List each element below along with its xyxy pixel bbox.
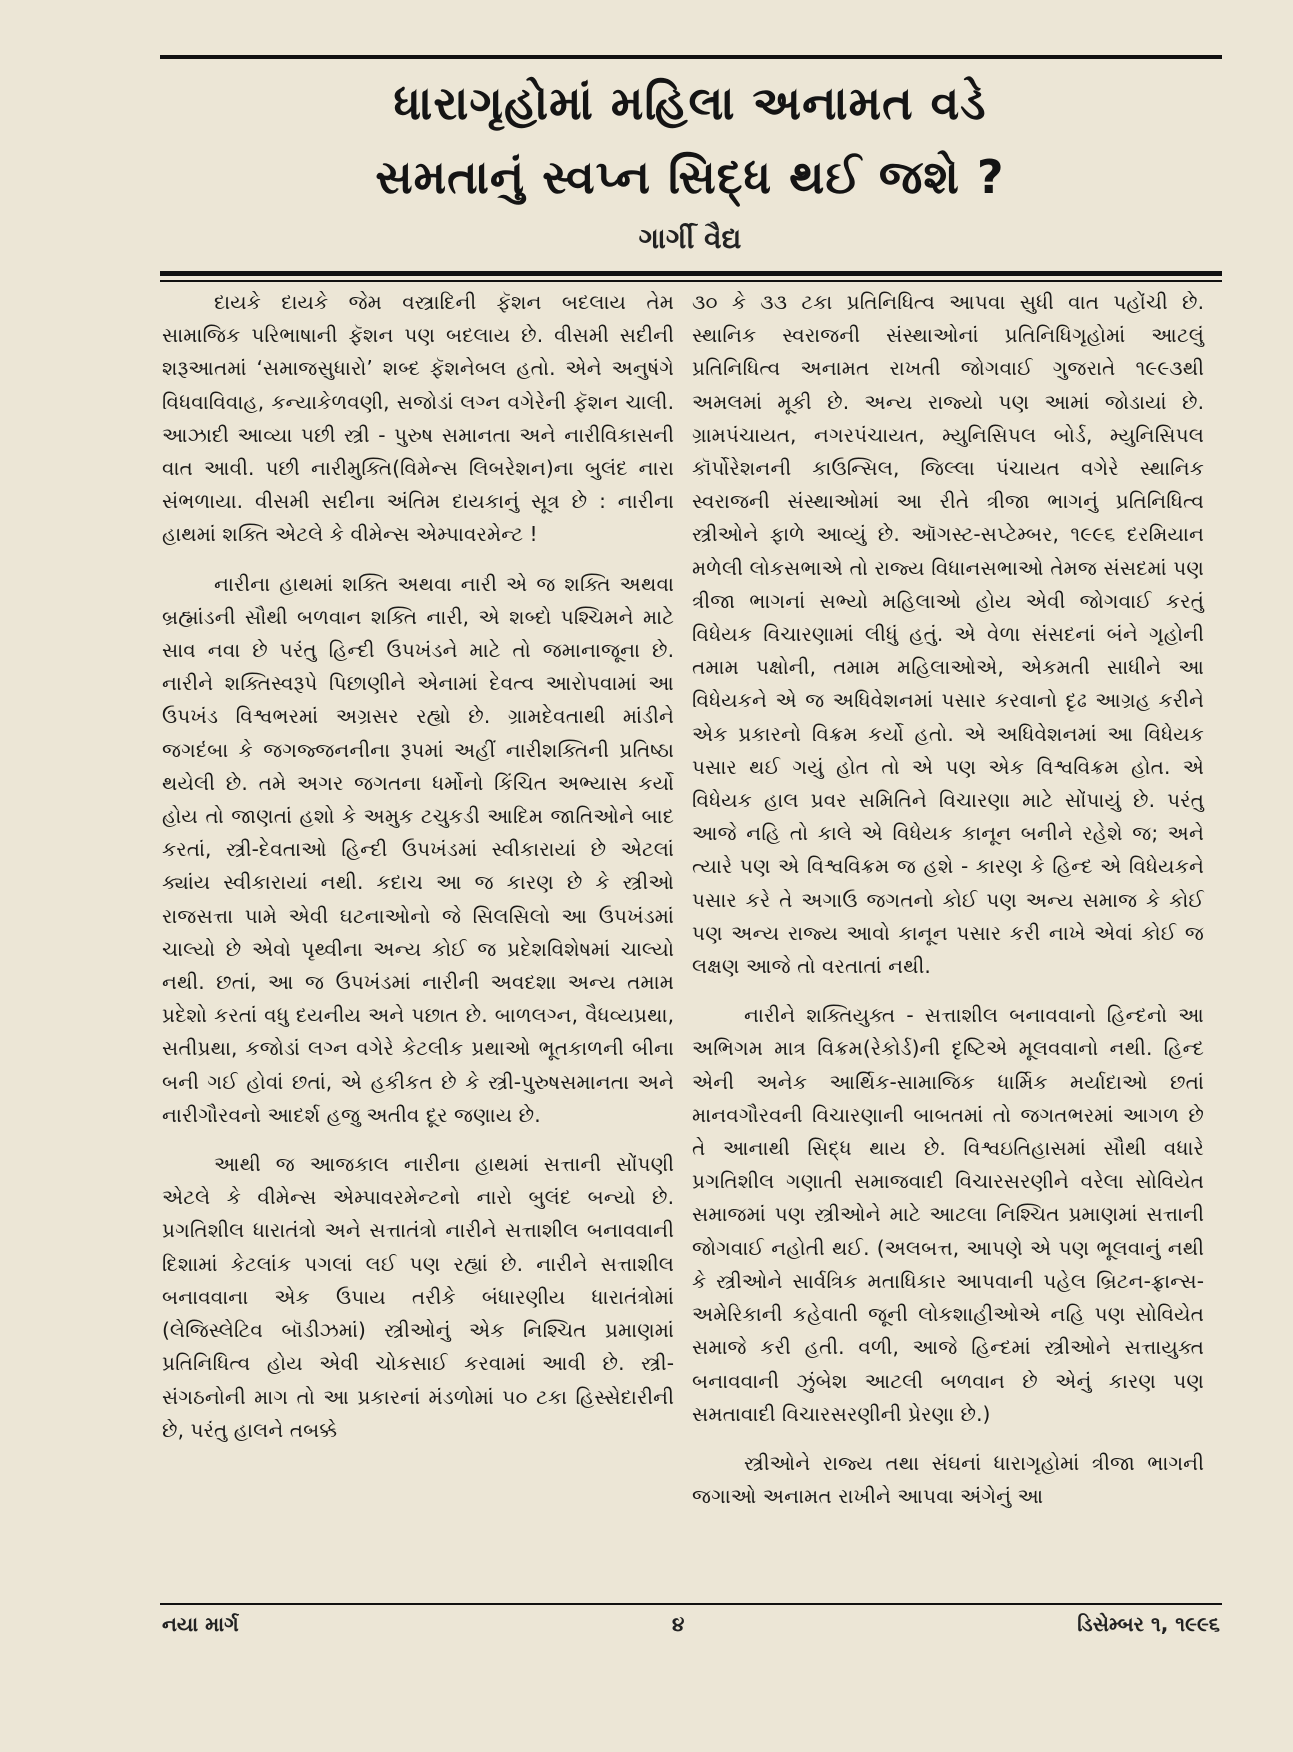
left-paragraph-2: નારીના હાથમાં શક્તિ અથવા નારી એ જ શક્તિ અથવા બ્રહ્માંડની સૌથી બળવાન શક્તિ નારી, એ શબ્દો પશ્ચિમને માટે સાવ નવા છે પરંતુ હિન્દી ઉપખંડને માટે તો જમાનાજૂના છે. નારીને શક્તિસ્વરૂપે પિછાણીને એનામાં દેવત્વ આરોપવામાં આ ઉપખંડ વિશ્વભરમાં અગ્રસર રહ્યો છે. ગ્રામદેવતાથી માંડીને જગદંબા કે જગજ્જનનીના રૂપમાં અહીં નારીશક્તિની પ્રતિષ્ઠા થયેલી છે. તમે અગર જગતના ધર્મોનો કિંચિત અભ્યાસ કર્યો હોય તો જાણતાં હશો કે અમુક ટચુકડી આદિમ જાતિઓને બાદ કરતાં, સ્ત્રી-દેવતાઓ હિન્દી ઉપખંડમાં સ્વીકારાયાં છે એટલાં ક્યાંય સ્વીકારાયાં નથી. કદાચ આ જ કારણ છે કે સ્ત્રીઓ રાજસત્તા પામે એવી ઘટનાઓનો જે સિલસિલો આ ઉપખંડમાં ચાલ્યો છે એવો પૃથ્વીના અન્ય કોઈ જ પ્રદેશવિશેષમાં ચાલ્યો નથી. છતાં, આ જ ઉપખંડમાં નારીની અવદશા અન્ય તમામ પ્રદેશો કરતાં વધુ દયનીય અને પછાત છે. બાળલગ્ન, વૈધવ્યપ્રથા, સતીપ્રથા, કજોડાં લગ્ન વગેરે કેટલીક પ્રથાઓ ભૂતકાળની બીના બની ગઈ હોવાં છતાં, એ હકીકત છે કે સ્ત્રી-પુરુષસમાનતા અને નારીગૌરવનો આદર્શ હજુ અતીવ દૂર જણાય છે. <box>162 571 674 1127</box>
footer-publication: નયા માર્ગ <box>162 1612 239 1636</box>
left-paragraph-1: દાયકે દાયકે જેમ વસ્ત્રાદિની ફૅશન બદલાય તેમ સામાજિક પરિભાષાની ફૅશન પણ બદલાય છે. વીસમી સદીની શરૂઆતમાં ‘સમાજસુધારો’ શબ્દ ફૅશનેબલ હતો. એને અનુષંગે વિધવાવિવાહ, કન્યાકેળવણી, સજોડાં લગ્ન વગેરેની ફૅશન ચાલી. આઝાદી આવ્યા પછી સ્ત્રી - પુરુષ સમાનતા અને નારીવિકાસની વાત આવી. પછી નારીમુક્તિ(વિમેન્સ લિબરેશન)ના બુલંદ નારા સંભળાયા. વીસમી સદીના અંતિમ દાયકાનું સૂત્ર છે : નારીના હાથમાં શક્તિ એટલે કે વીમેન્સ એમ્પાવરમેન્ટ ! <box>162 290 674 547</box>
left-column <box>162 286 674 1463</box>
top-rule <box>160 55 1222 59</box>
right-paragraph-3: સ્ત્રીઓને રાજ્ય તથા સંઘનાં ધારાગૃહોમાં ત્રીજા ભાગની જગાઓ અનામત રાખીને આપવા અંગેનું આ <box>692 1450 1204 1509</box>
right-paragraph-1: ૩૦ કે ૩૩ ટકા પ્રતિનિધિત્વ આપવા સુધી વાત પહોંચી છે. સ્થાનિક સ્વરાજની સંસ્થાઓનાં પ્રતિનિધિગૃહોમાં આટલું પ્રતિનિધિત્વ અનામત રાખતી જોગવાઈ ગુજરાતે ૧૯૯૩થી અમલમાં મૂકી છે. અન્ય રાજ્યો પણ આમાં જોડાયાં છે. ગ્રામપંચાયત, નગરપંચાયત, મ્યુનિસિપલ બોર્ડ, મ્યુનિસિપલ કૉર્પોરેશનની કાઉન્સિલ, જિલ્લા પંચાયત વગેરે સ્થાનિક સ્વરાજની સંસ્થાઓમાં આ રીતે ત્રીજા ભાગનું પ્રતિનિધિત્વ સ્ત્રીઓને ફાળે આવ્યું છે. ઑગસ્ટ-સપ્ટેમ્બર, ૧૯૯૬ દરમિયાન મળેલી લોકસભાએ તો રાજ્ય વિધાનસભાઓ તેમજ સંસદમાં પણ ત્રીજા ભાગનાં સભ્યો મહિલાઓ હોય એવી જોગવાઈ કરતું વિધેયક વિચારણામાં લીધું હતું. એ વેળા સંસદનાં બંને ગૃહોની તમામ પક્ષોની, તમામ મહિલાઓએ, એકમતી સાધીને આ વિધેયકને એ જ અધિવેશનમાં પસાર કરવાનો દૃઢ આગ્રહ કરીને એક પ્રકારનો વિક્રમ કર્યો હતો. એ અધિવેશનમાં આ વિધેયક પસાર થઈ ગયું હોત તો એ પણ એક વિશ્વવિક્રમ હોત. એ વિધેયક હાલ પ્રવર સમિતિને વિચારણા માટે સોંપાયું છે. પરંતુ આજે નહિ તો કાલે એ વિધેયક કાનૂન બનીને રહેશે જ; અને ત્યારે પણ એ વિશ્વવિક્રમ જ હશે - કારણ કે હિન્દ એ વિધેયકને પસાર કરે તે અગાઉ જગતનો કોઈ પણ અન્ય સમાજ કે કોઈ પણ અન્ય રાજ્ય આવો કાનૂન પસાર કરી નાખે એવાં કોઈ જ લક્ષણ આજે તો વરતાતાં નથી. <box>692 290 1204 979</box>
footer-rule <box>160 1603 1222 1605</box>
title-line-2: સમતાનું સ્વપ્ન સિદ્ધ થઈ જશે ? <box>375 150 1005 204</box>
header-rule-thin <box>160 280 1222 282</box>
right-paragraph-2: નારીને શક્તિયુક્ત - સત્તાશીલ બનાવવાનો હિન્દનો આ અભિગમ માત્ર વિક્રમ(રેકોર્ડ)ની દૃષ્ટિએ મૂલવવાનો નથી. હિન્દ એની અનેક આર્થિક-સામાજિક ધાર્મિક મર્યાદાઓ છતાં માનવગૌરવની વિચારણાની બાબતમાં તો જગતભરમાં આગળ છે તે આનાથી સિદ્ધ થાય છે. વિશ્વઇતિહાસમાં સૌથી વધારે પ્રગતિશીલ ગણાતી સમાજવાદી વિચારસરણીને વરેલા સોવિયેત સમાજમાં પણ સ્ત્રીઓને માટે આટલા નિશ્ચિત પ્રમાણમાં સત્તાની જોગવાઈ નહોતી થઈ. (અલબત્ત, આપણે એ પણ ભૂલવાનું નથી કે સ્ત્રીઓને સાર્વત્રિક મતાધિકાર આપવાની પહેલ બ્રિટન-ફ્રાન્સ-અમેરિકાની કહેવાતી જૂની લોકશાહીઓએ નહિ પણ સોવિયેત સમાજે કરી હતી. વળી, આજે હિન્દમાં સ્ત્રીઓને સત્તાયુક્ત બનાવવાની ઝુંબેશ આટલી બળવાન છે એનું કારણ પણ સમતાવાદી વિચારસરણીની પ્રેરણા છે.) <box>692 1003 1204 1426</box>
author-name: ગાર્ગી વૈદ્ય <box>638 222 742 255</box>
title-line-1: ધારાગૃહોમાં મહિલા અનામત વડે <box>393 76 987 130</box>
footer-page-number: ૪ <box>672 1612 685 1636</box>
left-paragraph-3: આથી જ આજકાલ નારીના હાથમાં સત્તાની સોંપણી એટલે કે વીમેન્સ એમ્પાવરમેન્ટનો નારો બુલંદ બન્યો છે. પ્રગતિશીલ ધારાતંત્રો અને સત્તાતંત્રો નારીને સત્તાશીલ બનાવવાની દિશામાં કેટલાંક પગલાં લઈ પણ રહ્યાં છે. નારીને સત્તાશીલ બનાવવાના એક ઉપાય તરીકે બંધારણીય ધારાતંત્રોમાં (લેજિસ્લેટિવ બૉડીઝમાં) સ્ત્રીઓનું એક નિશ્ચિત પ્રમાણમાં પ્રતિનિધિત્વ હોય એવી ચોકસાઈ કરવામાં આવી છે. સ્ત્રી-સંગઠનોની માગ તો આ પ્રકારનાં મંડળોમાં ૫૦ ટકા હિસ્સેદારીની છે, પરંતુ હાલને તબક્કે <box>162 1152 674 1442</box>
header-rule-thick <box>160 271 1222 276</box>
right-column <box>692 286 1204 1529</box>
footer-date: ડિસેમ્બર ૧, ૧૯૯૬ <box>1077 1612 1220 1636</box>
